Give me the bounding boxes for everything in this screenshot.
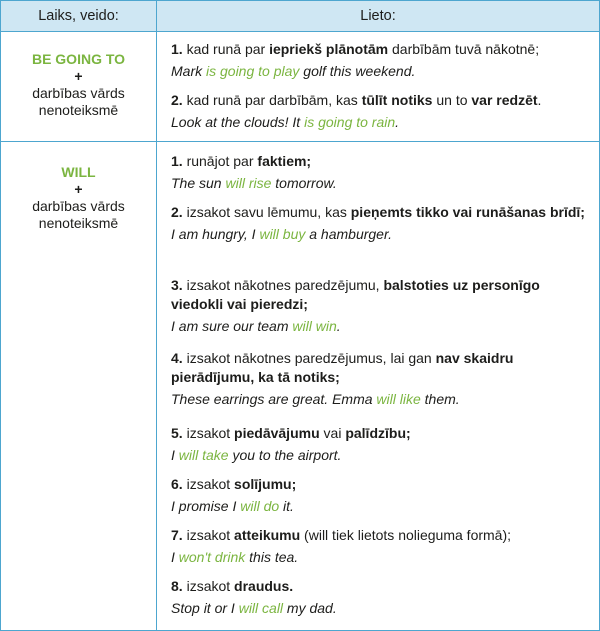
usage-text: 3. izsakot nākotnes paredzējumu, balstoties uz personīgo viedokli vai pieredzi; [171, 277, 540, 312]
usage-item [171, 424, 591, 465]
header-col-form: Laiks, veido: [38, 8, 119, 24]
usage-text: 8. izsakot draudus. [171, 578, 294, 594]
form-line: nenoteiksmē [38, 215, 119, 231]
usage-text: 1. runājot par faktiem; [171, 153, 312, 169]
usage-item [171, 475, 591, 516]
example-sentence: Look at the clouds! It is going to rain. [171, 114, 400, 130]
form-line: darbības vārds [32, 85, 125, 101]
usage-item [171, 526, 591, 567]
usage-item [171, 203, 591, 244]
row-divider [1, 141, 599, 142]
example-sentence: These earrings are great. Emma will like them. [171, 391, 460, 407]
usage-text: 5. izsakot piedāvājumu vai palīdzību; [171, 425, 411, 441]
usage-text: 4. izsakot nākotnes paredzējumus, lai gan nav skaidru pierādījumu, ka tā notiks; [171, 350, 514, 385]
example-sentence: Stop it or I will call my dad. [171, 600, 337, 616]
plus-sign: + [74, 181, 83, 197]
usage-text: 7. izsakot atteikumu (will tiek lietots nolieguma formā); [171, 527, 512, 543]
usage-item [171, 349, 591, 409]
usage-item [171, 152, 591, 193]
usage-item [171, 40, 591, 81]
usage-text: 6. izsakot solījumu; [171, 476, 297, 492]
form-cell-will [1, 164, 156, 232]
example-sentence: I am sure our team will win. [171, 318, 341, 334]
form-cell-going-to [1, 51, 156, 119]
usage-text: 2. izsakot savu lēmumu, kas pieņemts tikko vai runāšanas brīdī; [171, 204, 585, 220]
usage-text: 1. kad runā par iepriekš plānotām darbībām tuvā nākotnē; [171, 41, 540, 57]
example-sentence: The sun will rise tomorrow. [171, 175, 337, 191]
example-sentence: I am hungry, I will buy a hamburger. [171, 226, 392, 242]
usage-item [171, 91, 591, 132]
column-divider [156, 1, 157, 630]
table-header [1, 1, 599, 32]
keyword-going-to: BE GOING TO [31, 51, 126, 67]
usage-item [171, 276, 591, 336]
form-line: nenoteiksmē [38, 102, 119, 118]
usage-text: 2. kad runā par darbībām, kas tūlīt notiks un to var redzēt. [171, 92, 542, 108]
plus-sign: + [74, 68, 83, 84]
keyword-will: WILL [61, 164, 96, 180]
example-sentence: I will take you to the airport. [171, 447, 342, 463]
usage-item [171, 577, 591, 618]
example-sentence: I won't drink this tea. [171, 549, 299, 565]
example-sentence: I promise I will do it. [171, 498, 294, 514]
form-line: darbības vārds [32, 198, 125, 214]
header-col-usage: Lieto: [360, 8, 396, 24]
example-sentence: Mark is going to play golf this weekend. [171, 63, 416, 79]
